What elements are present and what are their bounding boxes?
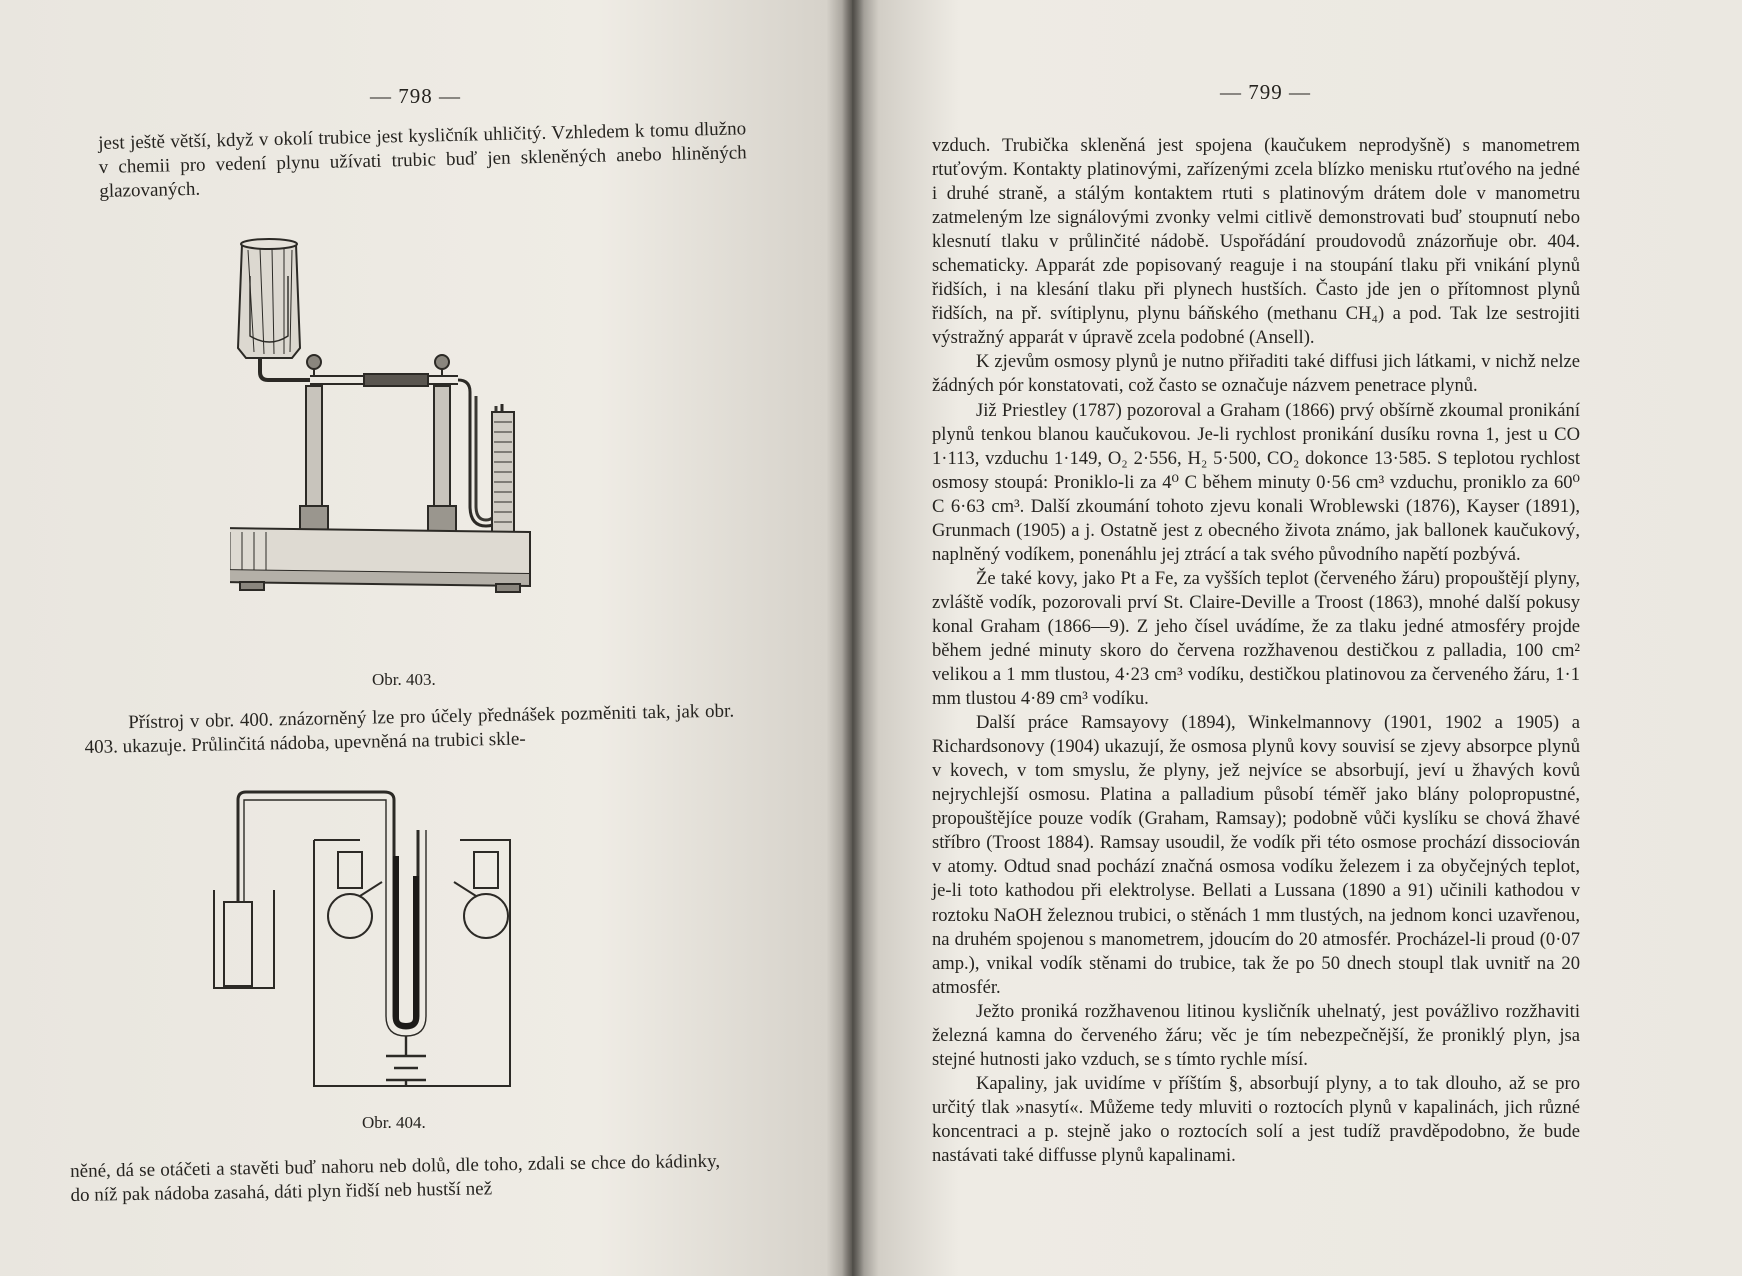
figure-403-caption: Obr. 403. <box>372 670 436 689</box>
right-page-body <box>932 134 1580 1168</box>
paragraph: Ježto proniká rozžhavenou litinou kysličník uhelnatý, jest povážlivo rozžhaviti železná kamna do červeného žáru; věc je tím nebezpečnější, že proniklý plyn, jsa stejné hutnosti jako vzduch, se s tímto rychle mísí. <box>932 1000 1580 1070</box>
figure-403-apparatus-illustration <box>230 236 590 656</box>
paragraph: Již Priestley (1787) pozoroval a Graham (1866) prvý obšírně zkoumal pronikání plynů tenkou blanou kaučukovou. Je-li rychlost pronikání dusíku rovna 1, jest u CO 1·113, vzduchu 1·149, O₂ 2·556, H₂ 5·500, CO₂ dokonce 13·585. S teplotou rychlost osmosy stoupá: Proniklo-li za 4⁰ C během minuty 0·56 cm³ vzduchu, proniklo za 60⁰ C 6·63 cm³. Další zkoumání tohoto zjevu konali Wroblewski (1876), Kayser (1891), Grunmach (1905) a j. Ostatně jest z obecného života známo, jak ballonek kaučukový, naplněný vodíkem, ponenáhlu jej ztrácí a tak svého původního napětí pozbývá. <box>932 399 1580 565</box>
figure-404-circuit-schematic <box>210 786 600 1106</box>
paragraph: Další práce Ramsayovy (1894), Winkelmannovy (1901, 1902 a 1905) a Richardsonovy (1904) ukazují, že osmosa plynů kovy souvisí se zjevy absorpce plynů v kovech, v tom smyslu, že plyny, jež nejvíce se absorbují, jeví u žhavých kovů nejrychlejší osmosu. Platina a palladium působí téměř jako blány polopropustné, propouštějíce pouze vodík (Graham, Ramsay); podobně vůči kyslíku se chová žhavé stříbro (Troost 1884). Ramsay usoudil, že vodík při této osmose prochází dissociován v atomy. Odtud snad pochází značná osmosa vodíku železem i za obyčejných teplot, je-li toto kathodou při elektrolyse. Bellati a Lussana (1890 a 91) učinili kathodou v roztoku NaOH železnou trubici, o stěnách 1 mm tlustých, na jednom konci uzavřenou, na druhém spojenou s manometrem, jdoucím do 20 atmosfér. Procházel-li proud (0·07 amp.), vnikal vodík stěnami do trubice, tak že po 50 dnech stoupl tlak uvnitř na 20 atmosfér. <box>932 712 1580 998</box>
paragraph: vzduch. Trubička skleněná jest spojena (kaučukem neprodyšně) s manometrem rtuťovým. Kontakty platinovými, zařízenými zcela blízko menisku rtuťového na jedné i druhé straně, a stálým kontaktem rtuti s platinovým drátem dole v manometru zatmeleným lze signálovými zvonky velmi citlivě demonstrovati buď stoupnutí nebo klesnutí tlaku v průlinčité nádobě. Uspořádání proudovodů znázorňuje obr. 404. schematicky. Apparát zde popisovaný reaguje i na stoupání tlaku při vnikání plynů řidších, i na klesání tlaku při plynech hustších. Často jde jen o přítomnost plynů řidších, na př. svítiplynu, plynu báňského (methanu CH₄) a pod. Tak lze sestrojiti výstražný apparát v úpravě zcela podobné (Ansell). <box>932 135 1580 349</box>
page-number-799: — 799 — <box>1220 80 1311 104</box>
paragraph-text: něné, dá se otáčeti a stavěti buď nahoru neb dolů, dle toho, zdali se chce do kádinky, do níž pak nádoba zasahá, dáti plyn řidší neb hustší než <box>70 1150 721 1206</box>
paragraph: Že také kovy, jako Pt a Fe, za vyšších teplot (červeného žáru) propouštějí plyny, zvláště vodík, pozorovali prví St. Claire-Deville a Troost (1863), mnohé další pokusy konal Graham (1866—9). Z jeho čísel uvádíme, že za tlaku jedné atmosféry projde během jedné minuty skoro do červena rozžhavenou destičkou z palladia, 100 cm² velikou a 1 mm tlustou, 4·23 cm³ vodíku, destičkou platinovou za červeného žáru, 1·1 mm tlustou 4·89 cm³ vodíku. <box>932 567 1580 710</box>
page-number-798: — 798 — <box>370 84 461 108</box>
figure-404-caption: Obr. 404. <box>362 1113 426 1132</box>
paragraph-bottom <box>70 1150 721 1208</box>
paragraph-text: jest ještě větší, když v okolí trubice jest kysličník uhličitý. Vzhledem k tomu dlužno v chemii pro vedení plynu užívati trubic buď jen skleněných anebo hliněných glazovaných. <box>98 118 747 202</box>
paragraph: K zjevům osmosy plynů je nutno přiřaditi také diffusi jich látkami, v nichž nelze žádných pór konstatovati, což často se označuje názvem penetrace plynů. <box>932 351 1580 397</box>
paragraph-middle <box>84 700 735 760</box>
paragraph: Kapaliny, jak uvidíme v příštím §, absorbují plyny, a to tak dlouho, až se pro určitý tlak »nasytí«. Můžeme tedy mluviti o roztocích plynů v kapalinách, jich různé koncentraci a p. stejně jako o roztocích solí a jest tudíž pravděpodobno, že bude nastávati také diffusse plynů kapalinami. <box>932 1072 1580 1166</box>
paragraph-text: Přístroj v obr. 400. znázorněný lze pro účely přednášek pozměniti tak, jak obr. 403. ukazuje. Průlinčitá nádoba, upevněná na trubici skle- <box>84 700 735 758</box>
book-gutter <box>842 0 864 1276</box>
left-page <box>0 0 852 1276</box>
paragraph-top <box>98 117 747 204</box>
